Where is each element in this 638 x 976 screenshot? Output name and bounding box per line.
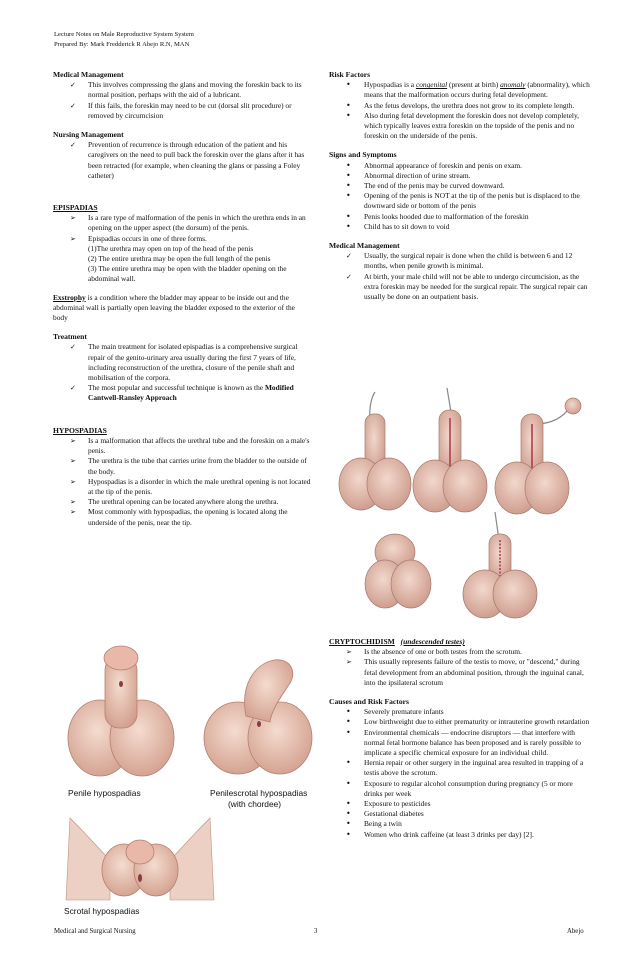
repair-step-1-drawing bbox=[339, 392, 411, 510]
header-line-1: Lecture Notes on Male Reproductive System System bbox=[54, 31, 194, 38]
list-item: • Also during fetal development the foreskin does not develop completely, which typically leaves extra foreskin on the topside of the penis and no foreskin on the underside of the penis. bbox=[346, 110, 580, 141]
dot-bullet-icon: • bbox=[346, 191, 351, 201]
running-header bbox=[54, 30, 194, 50]
cryptorchidism-subtitle: (undescended testes) bbox=[400, 637, 465, 646]
caption-scrotal: Scrotal hypospadias bbox=[64, 906, 140, 916]
repair-step-5-drawing bbox=[463, 512, 537, 618]
dot-bullet-icon: • bbox=[346, 100, 351, 110]
causes-section bbox=[329, 697, 591, 840]
dot-bullet-icon: • bbox=[346, 819, 351, 829]
left-column bbox=[53, 70, 311, 537]
dot-bullet-icon: • bbox=[346, 809, 351, 819]
right-column-bottom bbox=[329, 637, 591, 849]
signs-symptoms-section bbox=[329, 150, 591, 232]
repair-step-3-drawing bbox=[495, 398, 581, 514]
nursing-management-section bbox=[53, 130, 311, 181]
section-title: Causes and Risk Factors bbox=[329, 697, 409, 707]
scrotal-hypospadias-drawing bbox=[66, 818, 214, 900]
arrow-bullet-icon: ➢ bbox=[70, 498, 76, 507]
cryptorchidism-title: CRYPTOCHIDISM bbox=[329, 637, 395, 646]
arrow-bullet-icon: ➢ bbox=[346, 648, 352, 657]
dot-bullet-icon: • bbox=[346, 221, 351, 231]
check-icon: ✓ bbox=[70, 141, 76, 150]
list-item: • Severely premature infants bbox=[346, 707, 444, 717]
caption-chordee: (with chordee) bbox=[228, 799, 282, 809]
dot-bullet-icon: • bbox=[346, 170, 351, 180]
section-title: EPISPADIAS bbox=[53, 203, 98, 213]
list-item: • Abnormal direction of urine stream. bbox=[346, 170, 471, 180]
arrow-bullet-icon: ➢ bbox=[70, 477, 76, 486]
form-line: (2) The entire urethra may be open the full length of the penis bbox=[88, 254, 271, 264]
dot-bullet-icon: • bbox=[346, 778, 351, 788]
penilescrotal-hypospadias-drawing bbox=[204, 660, 312, 774]
arrow-bullet-icon: ➢ bbox=[70, 508, 76, 517]
list-item: • Women who drink caffeine (at least 3 drinks per day) [2]. bbox=[346, 829, 534, 839]
dot-bullet-icon: • bbox=[346, 727, 351, 737]
section-title: HYPOSPADIAS bbox=[53, 425, 107, 435]
repair-step-2-drawing bbox=[413, 388, 487, 512]
dot-bullet-icon: • bbox=[346, 717, 351, 727]
medical-management-section bbox=[53, 70, 311, 121]
list-item: ✓ The main treatment for isolated epispadias is a comprehensive surgical repair of the genito-urinary area usually during the first 7 years of life, including reconstruction of the urethra, closure of the penile shaft and mobilisation of the corpora. bbox=[70, 342, 298, 383]
form-line: (1)The urethra may open on top of the head of the penis bbox=[88, 243, 254, 253]
list-item: • Hypospadias is a congenital (present at birth) anomaly (abnormality), which means that the malformation occurs during fetal development. bbox=[346, 80, 590, 100]
footer-left: Medical and Surgical Nursing bbox=[54, 928, 136, 935]
check-icon: ✓ bbox=[70, 343, 76, 352]
exstrophy-paragraph: Exstrophy is a condition where the bladder may appear to be inside out and the abdominal wall is partially open leaving the bladder exposed to the exterior of the body bbox=[53, 292, 295, 323]
list-item: ✓ Prevention of recurrence is through education of the patient and his caregivers on the need to pull back the foreskin over the glans after it has been retracted (for example, when cleaning the glans or passing a Foley catheter) bbox=[70, 140, 305, 180]
list-item: • Abnormal appearance of foreskin and penis on exam. bbox=[346, 160, 523, 170]
list-item: ✓ This involves compressing the glans and moving the foreskin back to its normal position, perhaps with the aid of a lubricant. bbox=[70, 80, 302, 100]
list-item: • Opening of the penis is NOT at the tip of the penis but is displaced to the downward side or bottom of the penis bbox=[346, 191, 580, 211]
epispadias-section bbox=[53, 203, 311, 323]
technique-name: Modified Cantwell-Ransley Approach bbox=[88, 383, 294, 403]
list-item: ➢ Is a rare type of malformation of the penis in which the urethra ends in an opening on the upper aspect (the dorsum) of the penis. bbox=[70, 213, 306, 233]
list-item: ✓ Usually, the surgical repair is done when the child is between 6 and 12 months, when penile growth is minimal. bbox=[346, 251, 573, 271]
dot-bullet-icon: • bbox=[346, 160, 351, 170]
header-line-2: Prepared By: Mark Fredderick R Abejo R.N, MAN bbox=[54, 41, 190, 48]
arrow-bullet-icon: ➢ bbox=[70, 214, 76, 223]
dot-bullet-icon: • bbox=[346, 110, 351, 120]
section-title: Medical Management bbox=[329, 241, 400, 251]
list-item: ✓ The most popular and successful technique is known as the Modified Cantwell-Ransley Approach bbox=[70, 383, 294, 403]
section-title bbox=[329, 637, 591, 647]
right-column bbox=[329, 70, 591, 311]
dot-bullet-icon: • bbox=[346, 707, 351, 717]
list-item: • Being a twin bbox=[346, 819, 402, 829]
dot-bullet-icon: • bbox=[346, 181, 351, 191]
check-icon: ✓ bbox=[346, 252, 352, 261]
page-number: 3 bbox=[314, 928, 318, 935]
dot-bullet-icon: • bbox=[346, 211, 351, 221]
hypospadias-section bbox=[53, 426, 311, 528]
list-item: ➢ The urethral opening can be located anywhere along the urethra. bbox=[70, 497, 279, 507]
section-title: Medical Management bbox=[53, 70, 124, 79]
term-anomaly: anomaly bbox=[500, 80, 526, 90]
list-item: • The end of the penis may be curved downward. bbox=[346, 181, 505, 191]
arrow-bullet-icon: ➢ bbox=[346, 658, 352, 667]
cryptorchidism-section bbox=[329, 637, 591, 688]
list-item: ➢ This usually represents failure of the testis to move, or "descend," during fetal development from an abdominal position, through the inguinal canal, into the ipsilateral scrotum bbox=[346, 657, 584, 687]
list-item: • Environmental chemicals — endocrine disruptors — that interfere with normal fetal hormone balance has been proposed and is rarely possible to implicate a specific chemical exposure for an individual child. bbox=[346, 727, 581, 758]
section-title: Treatment bbox=[53, 332, 87, 342]
arrow-bullet-icon: ➢ bbox=[70, 436, 76, 445]
treatment-section bbox=[53, 332, 311, 403]
list-item: • Exposure to regular alcohol consumption during pregnancy (5 or more drinks per week bbox=[346, 778, 573, 798]
list-item: • Child has to sit down to void bbox=[346, 221, 450, 231]
section-title: Risk Factors bbox=[329, 70, 371, 79]
list-item: • Hernia repair or other surgery in the inguinal area resulted in trapping of a testis above the scrotum. bbox=[346, 758, 584, 778]
list-item: ➢ Hypospadias is a disorder in which the male urethral opening is not located at the tip of the penis. bbox=[70, 476, 311, 496]
exstrophy-term: Exstrophy bbox=[53, 292, 86, 302]
list-item: • As the fetus develops, the urethra does not grow to its complete length. bbox=[346, 100, 575, 110]
check-icon: ✓ bbox=[346, 272, 352, 281]
caption-penile: Penile hypospadias bbox=[68, 788, 141, 798]
penile-hypospadias-drawing bbox=[68, 646, 174, 776]
arrow-bullet-icon: ➢ bbox=[70, 457, 76, 466]
form-line: (3) The entire urethra may be open with the bladder opening on the abdominal wall. bbox=[88, 264, 287, 284]
check-icon: ✓ bbox=[70, 81, 76, 90]
list-item: • Low birthweight due to either prematurity or intrauterine growth retardation bbox=[346, 717, 590, 727]
list-item: ➢ The urethra is the tube that carries urine from the bladder to the outside of the body. bbox=[70, 456, 307, 476]
right-medical-management-section bbox=[329, 241, 591, 302]
list-item: • Gestational diabetes bbox=[346, 809, 424, 819]
footer-right: Abejo bbox=[567, 928, 584, 935]
list-item: ✓ At birth, your male child will not be able to undergo circumcision, as the extra foreskin may be needed for the surgical repair. The surgical repair can usually be done on an outpatient basis. bbox=[346, 271, 588, 302]
section-title: Nursing Management bbox=[53, 130, 124, 140]
list-item: ➢ Most commonly with hypospadias, the opening is located along the underside of the penis, near the tip. bbox=[70, 507, 288, 527]
check-icon: ✓ bbox=[70, 384, 76, 393]
list-item: ✓ If this fails, the foreskin may need to be cut (dorsal slit procedure) or removed by circumcision bbox=[70, 100, 292, 120]
section-title: Signs and Symptoms bbox=[329, 150, 397, 160]
list-item: • Penis looks hooded due to malformation of the foreskin bbox=[346, 211, 529, 221]
dot-bullet-icon: • bbox=[346, 799, 351, 809]
list-item: • Exposure to pesticides bbox=[346, 799, 431, 809]
term-congenital: congenital bbox=[415, 80, 448, 90]
list-item: ➢ Epispadias occurs in one of three forms. bbox=[70, 233, 207, 243]
list-item: ➢ Is a malformation that affects the urethral tube and the foreskin on a male's penis. bbox=[70, 435, 310, 456]
dot-bullet-icon: • bbox=[346, 758, 351, 768]
list-item: ➢ Is the absence of one or both testes from the scrotum. bbox=[346, 647, 522, 657]
caption-penilescrotal: Penilescrotal hypospadias bbox=[210, 788, 308, 798]
check-icon: ✓ bbox=[70, 101, 76, 110]
risk-factors-section bbox=[329, 70, 591, 141]
dot-bullet-icon: • bbox=[346, 829, 351, 839]
arrow-bullet-icon: ➢ bbox=[70, 234, 76, 243]
hypospadias-illustration bbox=[60, 638, 322, 918]
repair-step-4-drawing bbox=[365, 534, 431, 608]
surgical-repair-illustration bbox=[335, 384, 600, 624]
dot-bullet-icon: • bbox=[346, 80, 351, 90]
